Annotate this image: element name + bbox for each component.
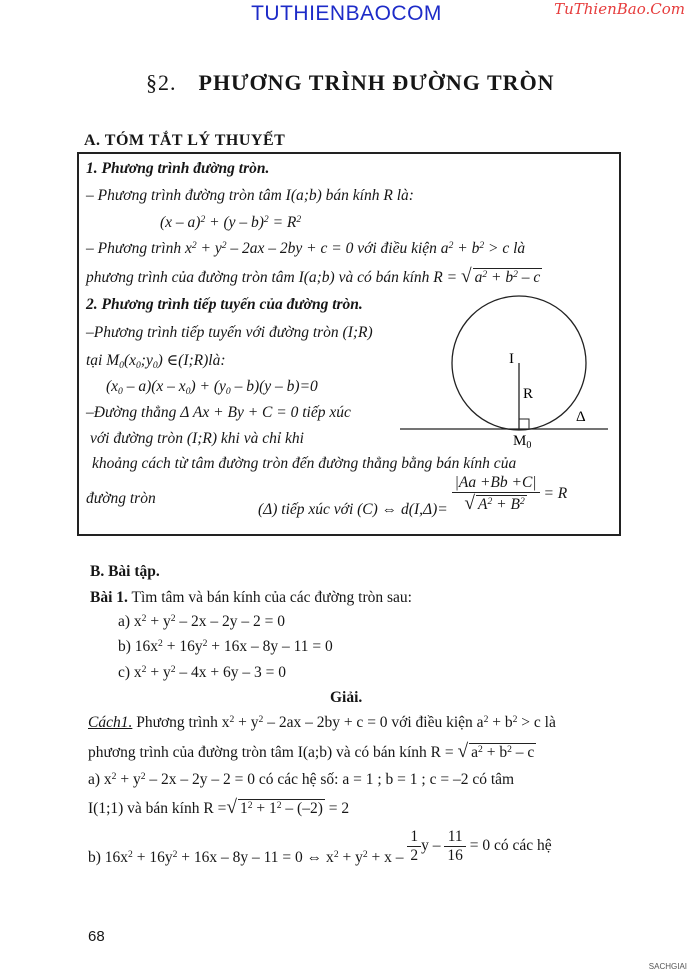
solution-b-line: b) $16x^2 + 16y^2 + 16x - 8y - 11 = 0$ ⇔ $x^2 + y^2 + x$ – $\frac{1}{2}$ y – $\frac{11}{16}$ = 0 có các hệ [88, 828, 552, 867]
tangent-line-7-label: đường tròn [86, 490, 156, 507]
theory-line-4: phương trình của đường tròn tâm I(a;b) và có bán kính R = √ $a^2 + b^2 - c$ [86, 266, 541, 287]
delta-label: Δ [576, 409, 586, 425]
tangent-line-5: với đường tròn (I;R) khi và chỉ khi [90, 430, 304, 447]
chapter-number: §2. [146, 70, 177, 95]
section-a-title: A. TÓM TẮT LÝ THUYẾT [84, 132, 286, 149]
right-angle-mark [519, 419, 529, 429]
exercise-1b: b) $16x^2 + 16y^2 + 16x - 8y - 11 = 0$ [118, 637, 333, 655]
source-stamp: SACHGIAI [648, 962, 687, 971]
tangent-line-4: –Đường thẳng Δ Ax + By + C = 0 tiếp xúc [86, 404, 351, 421]
method-1-line-2: phương trình của đường tròn tâm I(a;b) và có bán kính R = √ $a^2 + b^2 - c$ [88, 741, 535, 762]
solution-heading: Giải. [330, 689, 363, 706]
tangent-point-label: $M_0$ [513, 433, 532, 451]
tangent-circle-figure [380, 295, 620, 455]
tangent-equation: $(x_0 - a)(x - x_0) + (y_0 - b)(y - b)=0$ [106, 378, 318, 397]
page-number: 68 [88, 928, 105, 945]
chapter-title: PHƯƠNG TRÌNH ĐƯỜNG TRÒN [198, 70, 555, 95]
exercise-1: Bài 1. Tìm tâm và bán kính của các đường tròn sau: [90, 589, 412, 606]
tangent-line-2: tại $M_0(x_0;y_0)$ ∈(I;R)là: [86, 352, 226, 371]
radius-label: R [523, 386, 534, 402]
section-b-title: B. Bài tập. [90, 563, 160, 580]
theory-heading-2: 2. Phương trình tiếp tuyến của đường tròn. [86, 296, 363, 313]
theory-line-3: – Phương trình $x^2 + y^2 - 2ax - 2by + c = 0$ với điều kiện $a^2 + b^2 > c$ là [86, 239, 526, 257]
circle-equation: $(x - a)^2 + (y - b)^2 = R^2$ [160, 213, 302, 231]
center-label: I [509, 351, 514, 367]
chapter-heading [146, 70, 555, 96]
exercise-1c: c) $x^2 + y^2 - 4x + 6y - 3 = 0$ [118, 663, 286, 681]
tangent-line-1: –Phương trình tiếp tuyến với đường tròn (I;R) [86, 324, 373, 341]
tangent-condition: (Δ) tiếp xúc với (C) ⇔ d(I,Δ)= $\frac{|Aa +Bb +C|}{√ A^2 + B^2}$ = R [258, 474, 568, 519]
theory-heading-1: 1. Phương trình đường tròn. [86, 160, 270, 177]
method-1-line: Cách1. Phương trình $x^2 + y^2 - 2ax - 2by + c = 0$ với điều kiện $a^2 + b^2 > c$ là [88, 713, 556, 731]
site-brand: TUTHIENBAOCOM [251, 2, 442, 25]
solution-a-line-1: a) $x^2 + y^2 - 2x - 2y - 2 = 0$ có các hệ số: a = 1 ; b = 1 ; c = –2 có tâm [88, 770, 515, 788]
watermark-logo: TuThienBao.Com [554, 0, 685, 18]
solution-a-line-2: I(1;1) và bán kính R =√ $1^2 + 1^2 - (-2) = 2$ [88, 797, 350, 818]
theory-line-1: – Phương trình đường tròn tâm I(a;b) bán kính R là: [86, 187, 414, 204]
exercise-1a: a) $x^2 + y^2 - 2x - 2y - 2 = 0$ [118, 612, 286, 630]
tangent-line-6: khoảng cách từ tâm đường tròn đến đường thẳng bằng bán kính của [92, 455, 517, 472]
